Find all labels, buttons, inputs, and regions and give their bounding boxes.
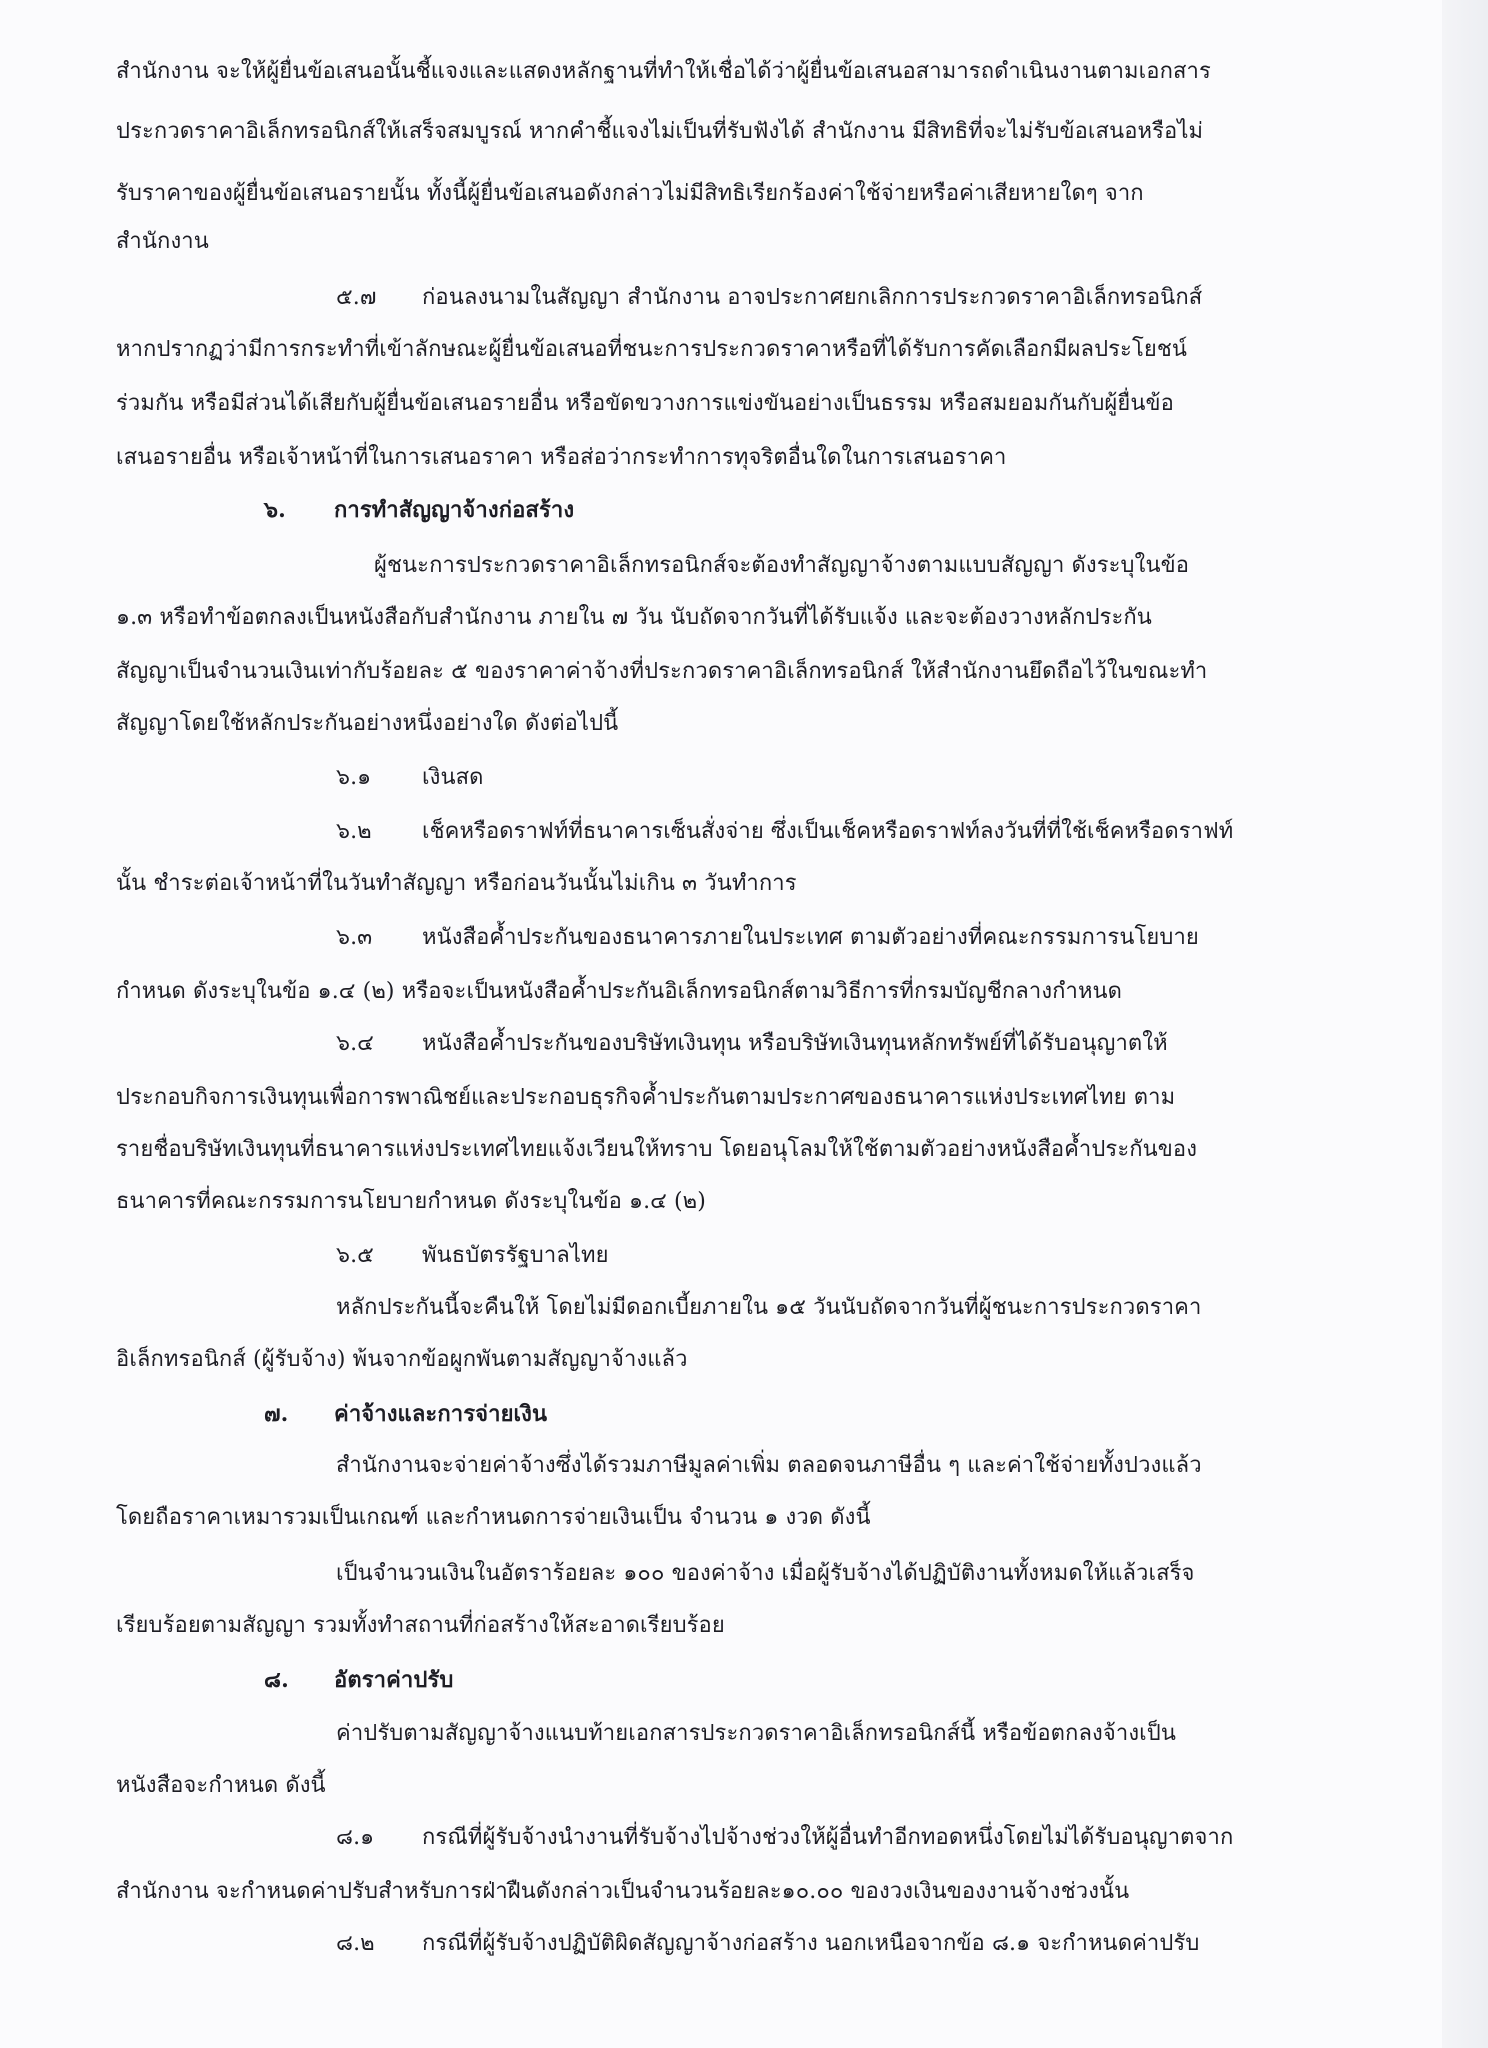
body-line: สำนักงาน จะกำหนดค่าปรับสำหรับการฝ่าฝืนดังกล่าวเป็นจำนวนร้อยละ๑๐.๐๐ ของวงเงินของงานจ้างช่วงนั้น	[116, 1879, 1130, 1904]
section-heading	[264, 1666, 453, 1694]
body-line: สัญญาเป็นจำนวนเงินเท่ากับร้อยละ ๕ ของราคาค่าจ้างที่ประกวดราคาอิเล็กทรอนิกส์ ให้สำนักงานยึดถือไว้ในขณะทำ	[116, 659, 1208, 684]
clause-text: กรณีที่ผู้รับจ้างปฏิบัติผิดสัญญาจ้างก่อสร้าง นอกเหนือจากข้อ ๘.๑ จะกำหนดค่าปรับ	[422, 1931, 1200, 1956]
body-line: เสนอรายอื่น หรือเจ้าหน้าที่ในการเสนอราคา หรือส่อว่ากระทำการทุจริตอื่นใดในการเสนอราคา	[116, 445, 1007, 470]
clause-number: ๖.๔	[336, 1031, 374, 1056]
clause-number: ๖.๓	[336, 925, 373, 950]
body-line: ค่าปรับตามสัญญาจ้างแนบท้ายเอกสารประกวดราคาอิเล็กทรอนิกส์นี้ หรือข้อตกลงจ้างเป็น	[336, 1721, 1177, 1746]
clause-line	[336, 1930, 1199, 1958]
clause-line	[336, 284, 1202, 312]
body-line: สำนักงานจะจ่ายค่าจ้างซึ่งได้รวมภาษีมูลค่าเพิ่ม ตลอดจนภาษีอื่น ๆ และค่าใช้จ่ายทั้งปวงแล้ว	[336, 1453, 1202, 1478]
clause-number: ๘.๑	[336, 1825, 375, 1850]
clause-line	[336, 924, 1199, 952]
clause-text: หนังสือค้ำประกันของธนาคารภายในประเทศ ตามตัวอย่างที่คณะกรรมการนโยบาย	[422, 925, 1199, 950]
body-line: รับราคาของผู้ยื่นข้อเสนอรายนั้น ทั้งนี้ผู้ยื่นข้อเสนอดังกล่าวไม่มีสิทธิเรียกร้องค่าใช้จ่ายหรือค่าเสียหายใดๆ จาก	[116, 181, 1144, 206]
section-title: การทำสัญญาจ้างก่อสร้าง	[334, 497, 575, 523]
clause-text: กรณีที่ผู้รับจ้างนำงานที่รับจ้างไปจ้างช่วงให้ผู้อื่นทำอีกทอดหนึ่งโดยไม่ได้รับอนุญาตจาก	[422, 1825, 1234, 1850]
scan-edge-shadow	[1442, 0, 1488, 2048]
section-number: ๗.	[264, 1401, 289, 1427]
section-number: ๖.	[264, 497, 286, 523]
clause-line	[336, 764, 484, 792]
body-line: ร่วมกัน หรือมีส่วนได้เสียกับผู้ยื่นข้อเสนอรายอื่น หรือขัดขวางการแข่งขันอย่างเป็นธรรม หรือสมยอมกันกับผู้ยื่นข้อ	[116, 391, 1174, 416]
body-line: เป็นจำนวนเงินในอัตราร้อยละ ๑๐๐ ของค่าจ้าง เมื่อผู้รับจ้างได้ปฏิบัติงานทั้งหมดให้แล้วเสร็จ	[336, 1561, 1195, 1586]
body-line: อิเล็กทรอนิกส์ (ผู้รับจ้าง) พ้นจากข้อผูกพันตามสัญญาจ้างแล้ว	[116, 1347, 688, 1372]
clause-line	[336, 1824, 1233, 1852]
body-line: หากปรากฏว่ามีการกระทำที่เข้าลักษณะผู้ยื่นข้อเสนอที่ชนะการประกวดราคาหรือที่ได้รับการคัดเลือกมีผลประโยชน์	[116, 337, 1188, 362]
body-line: หลักประกันนี้จะคืนให้ โดยไม่มีดอกเบี้ยภายใน ๑๕ วันนับถัดจากวันที่ผู้ชนะการประกวดราคา	[336, 1295, 1202, 1320]
body-line: ผู้ชนะการประกวดราคาอิเล็กทรอนิกส์จะต้องทำสัญญาจ้างตามแบบสัญญา ดังระบุในข้อ	[374, 553, 1190, 578]
section-number: ๘.	[264, 1667, 289, 1693]
clause-number: ๖.๒	[336, 819, 372, 844]
clause-text: พันธบัตรรัฐบาลไทย	[422, 1243, 609, 1268]
body-line: ๑.๓ หรือทำข้อตกลงเป็นหนังสือกับสำนักงาน ภายใน ๗ วัน นับถัดจากวันที่ได้รับแจ้ง และจะต้องวางหลักประกัน	[116, 605, 1152, 630]
body-line: สำนักงาน	[116, 229, 209, 254]
clause-number: ๘.๒	[336, 1931, 375, 1956]
body-line: เรียบร้อยตามสัญญา รวมทั้งทำสถานที่ก่อสร้างให้สะอาดเรียบร้อย	[116, 1613, 725, 1638]
clause-text: ก่อนลงนามในสัญญา สำนักงาน อาจประกาศยกเลิกการประกวดราคาอิเล็กทรอนิกส์	[422, 285, 1203, 310]
clause-number: ๖.๑	[336, 765, 372, 790]
clause-text: หนังสือค้ำประกันของบริษัทเงินทุน หรือบริษัทเงินทุนหลักทรัพย์ที่ได้รับอนุญาตให้	[422, 1031, 1168, 1056]
body-line: กำหนด ดังระบุในข้อ ๑.๔ (๒) หรือจะเป็นหนังสือค้ำประกันอิเล็กทรอนิกส์ตามวิธีการที่กรมบัญชีกลางกำหนด	[116, 979, 1123, 1004]
clause-line	[336, 1242, 609, 1270]
clause-text: เช็คหรือดราฟท์ที่ธนาคารเซ็นสั่งจ่าย ซึ่งเป็นเช็คหรือดราฟท์ลงวันที่ที่ใช้เช็คหรือดราฟท์	[422, 819, 1234, 844]
body-line: นั้น ชำระต่อเจ้าหน้าที่ในวันทำสัญญา หรือก่อนวันนั้นไม่เกิน ๓ วันทำการ	[116, 871, 797, 896]
section-heading	[264, 1400, 547, 1428]
clause-text: เงินสด	[422, 765, 484, 790]
body-line: โดยถือราคาเหมารวมเป็นเกณฑ์ และกำหนดการจ่ายเงินเป็น จำนวน ๑ งวด ดังนี้	[116, 1505, 871, 1530]
body-line: สัญญาโดยใช้หลักประกันอย่างหนึ่งอย่างใด ดังต่อไปนี้	[116, 711, 619, 736]
section-heading	[264, 496, 574, 524]
body-line: รายชื่อบริษัทเงินทุนที่ธนาคารแห่งประเทศไทยแจ้งเวียนให้ทราบ โดยอนุโลมให้ใช้ตามตัวอย่างหนังสือค้ำประกันของ	[116, 1137, 1198, 1162]
clause-number: ๖.๕	[336, 1243, 374, 1268]
body-line: หนังสือจะกำหนด ดังนี้	[116, 1773, 326, 1798]
body-line: สำนักงาน จะให้ผู้ยื่นข้อเสนอนั้นชี้แจงและแสดงหลักฐานที่ทำให้เชื่อได้ว่าผู้ยื่นข้อเสนอสามารถดำเนินงานตามเอกสาร	[116, 59, 1211, 84]
section-title: อัตราค่าปรับ	[334, 1667, 454, 1693]
body-line: ธนาคารที่คณะกรรมการนโยบายกำหนด ดังระบุในข้อ ๑.๔ (๒)	[116, 1189, 706, 1214]
body-line: ประกวดราคาอิเล็กทรอนิกส์ให้เสร็จสมบูรณ์ หากคำชี้แจงไม่เป็นที่รับฟังได้ สำนักงาน มีสิทธิที่จะไม่รับข้อเสนอหรือไม่	[116, 119, 1204, 144]
clause-number: ๕.๗	[336, 285, 377, 310]
section-title: ค่าจ้างและการจ่ายเงิน	[334, 1401, 548, 1427]
clause-line	[336, 818, 1233, 846]
clause-line	[336, 1030, 1168, 1058]
body-line: ประกอบกิจการเงินทุนเพื่อการพาณิชย์และประกอบธุรกิจค้ำประกันตามประกาศของธนาคารแห่งประเทศไทย ตาม	[116, 1085, 1176, 1110]
